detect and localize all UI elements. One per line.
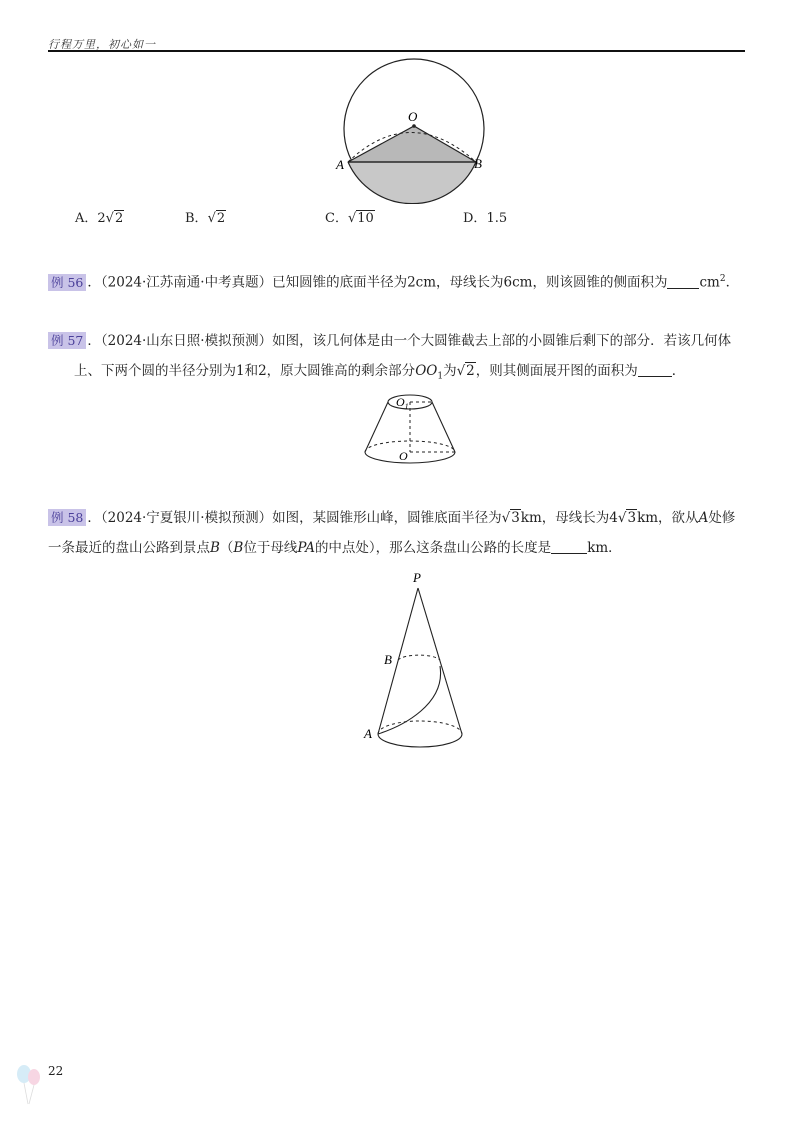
question-57: 例 57 ．（2024·山东日照·模拟预测）如图，该几何体是由一个大圆锥截去上部的小圆锥后剩下的部分．若该几何体 上、下两个圆的半径分别为1和2，原大圆锥高的剩余部分$OO_1$为√2，则其侧面展开图的面积为 ． — [48, 326, 748, 392]
question-badge: 例 58 — [48, 509, 86, 526]
label-b: B — [384, 652, 392, 667]
header-rule — [48, 50, 745, 52]
option-b[interactable]: B．√2 — [185, 211, 226, 226]
answer-blank[interactable] — [551, 539, 587, 554]
label-o: O — [399, 449, 408, 463]
option-d[interactable]: D．1.5 — [463, 211, 508, 226]
balloons-icon — [14, 1062, 48, 1106]
question-badge: 例 57 — [48, 332, 86, 349]
label-o1: $O_1$ — [396, 395, 409, 411]
answer-blank[interactable] — [667, 274, 699, 289]
page-number: 22 — [48, 1064, 64, 1078]
label-p: P — [413, 570, 421, 585]
option-c[interactable]: C．√10 — [325, 211, 374, 226]
frustum-figure — [355, 390, 465, 468]
question-56: 例 56 ．（2024·江苏南通·中考真题）已知圆锥的底面半径为2cm，母线长为6cm，则该圆锥的侧面积为 $cm^2$． — [48, 264, 748, 298]
label-a: A — [336, 157, 344, 172]
label-b: B — [474, 156, 482, 171]
header-slogan: 行程万里，初心如一 — [48, 38, 156, 51]
question-58: 例 58 ．（2024·宁夏银川·模拟预测）如图，某圆锥形山峰，圆锥底面半径为√3km，母线长为4√3km，欲从A处修 一条最近的盘山公路到景点B（B位于母线PA的中点处），那么这条盘山公路的长度是 km． — [48, 510, 736, 556]
circle-sector-figure — [330, 58, 490, 204]
cone-figure — [358, 566, 468, 756]
answer-blank[interactable] — [638, 362, 672, 377]
option-a[interactable]: A．2√2 — [75, 211, 124, 226]
answer-options — [75, 207, 535, 227]
label-a: A — [364, 726, 372, 741]
question-badge: 例 56 — [48, 274, 86, 291]
label-o: O — [408, 109, 418, 124]
